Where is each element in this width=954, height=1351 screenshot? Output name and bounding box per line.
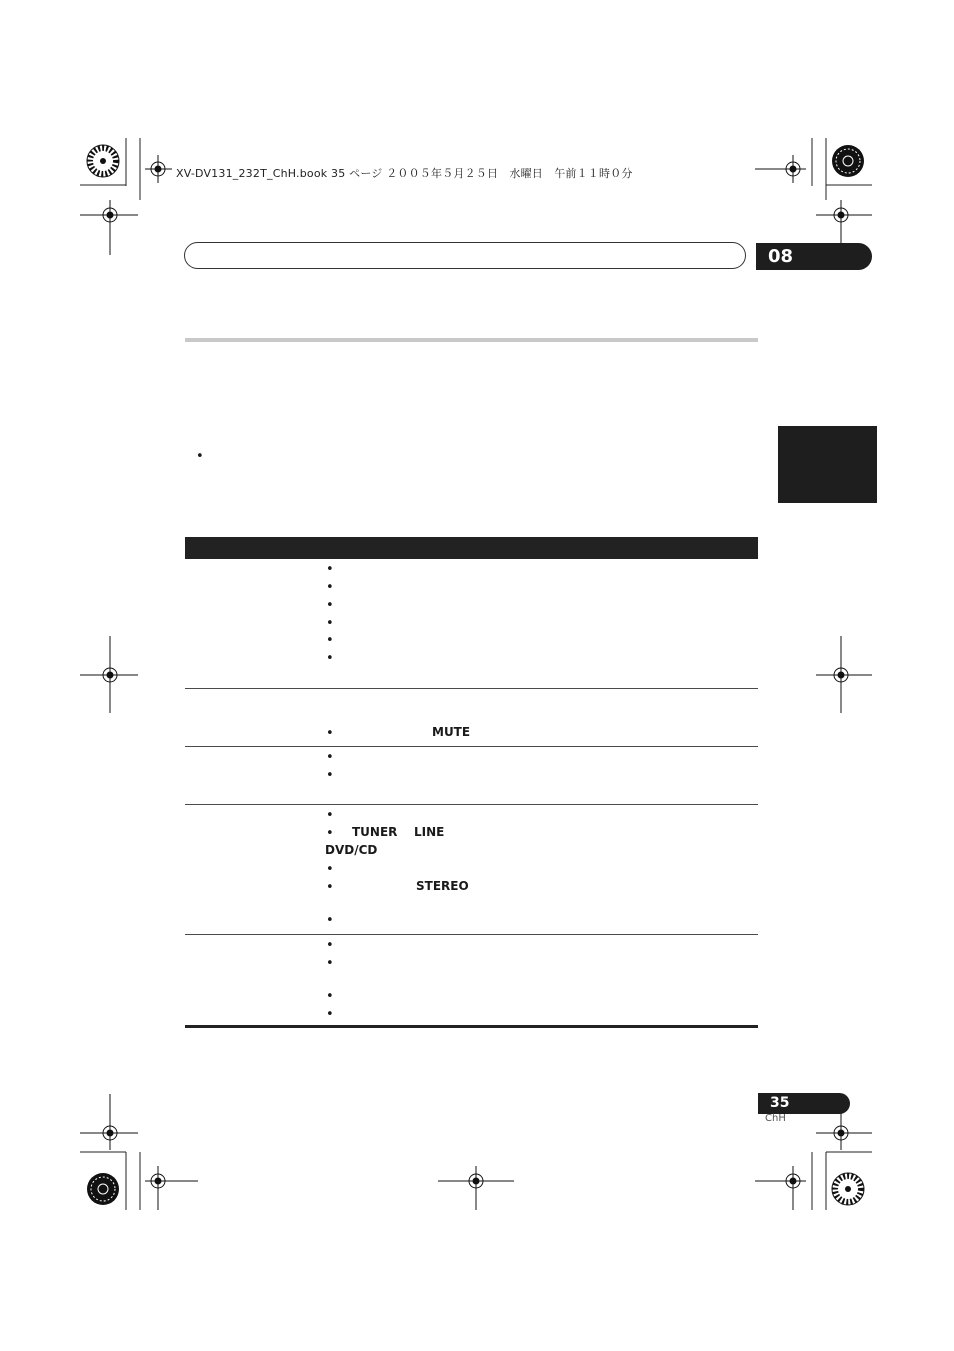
list-bullet: • bbox=[326, 808, 334, 823]
list-bullet: • bbox=[326, 938, 334, 953]
starburst-target-icon bbox=[832, 1173, 864, 1205]
section-divider bbox=[185, 338, 758, 342]
list-bullet: • bbox=[326, 862, 334, 877]
starburst-target-icon bbox=[832, 145, 864, 177]
list-bullet: • bbox=[326, 1007, 334, 1022]
intro-bullet: • bbox=[196, 449, 204, 464]
list-bullet: • bbox=[326, 562, 334, 577]
list-bullet: • bbox=[326, 913, 334, 928]
chapter-title-frame bbox=[184, 242, 746, 269]
table-row-divider bbox=[185, 804, 758, 805]
list-bullet: • bbox=[326, 750, 334, 765]
tuner-label: TUNER bbox=[352, 825, 398, 839]
list-bullet: • bbox=[326, 989, 334, 1004]
page-number-tab: 35 bbox=[758, 1093, 850, 1114]
list-bullet: • bbox=[326, 956, 334, 971]
table-row-divider bbox=[185, 934, 758, 935]
list-bullet: • bbox=[326, 726, 334, 741]
list-bullet: • bbox=[326, 768, 334, 783]
dvd-cd-label: DVD/CD bbox=[325, 843, 378, 857]
list-bullet: • bbox=[326, 651, 334, 666]
table-bottom-rule bbox=[185, 1025, 758, 1028]
starburst-target-icon bbox=[87, 1173, 119, 1205]
language-side-tab bbox=[778, 426, 877, 503]
list-bullet: • bbox=[326, 880, 334, 895]
line-label: LINE bbox=[414, 825, 445, 839]
table-header-bar bbox=[185, 537, 758, 559]
list-bullet: • bbox=[326, 616, 334, 631]
stereo-label: STEREO bbox=[416, 879, 469, 893]
language-code: ChH bbox=[765, 1113, 786, 1124]
list-bullet: • bbox=[326, 580, 334, 595]
list-bullet: • bbox=[326, 826, 334, 841]
table-row-divider bbox=[185, 746, 758, 747]
list-bullet: • bbox=[326, 633, 334, 648]
table-row-divider bbox=[185, 688, 758, 689]
print-file-info: XV-DV131_232T_ChH.book 35 ページ ２００５年５月２５日 水曜日 午前１１時０分 bbox=[176, 167, 633, 180]
list-bullet: • bbox=[326, 598, 334, 613]
chapter-number-tab: 08 bbox=[756, 243, 872, 270]
mute-label: MUTE bbox=[432, 725, 471, 739]
starburst-target-icon bbox=[87, 145, 119, 177]
crosshair-target-icon bbox=[80, 155, 872, 1210]
